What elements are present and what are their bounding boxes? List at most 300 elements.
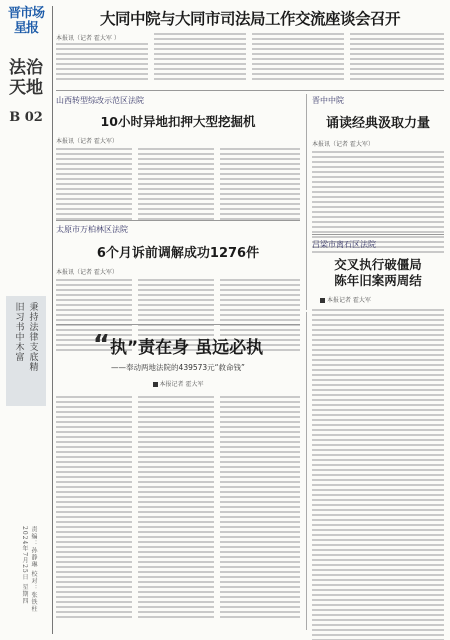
- body-text-line: [350, 78, 444, 80]
- body-text-line: [220, 551, 300, 553]
- body-text-line: [56, 396, 132, 398]
- article-4-byline-text: 本报记者 霍大军: [327, 297, 371, 304]
- body-text-line: [220, 188, 300, 190]
- body-text-line: [56, 566, 132, 568]
- body-text-line: [56, 153, 132, 155]
- body-text-line: [312, 196, 444, 198]
- body-text-line: [220, 416, 300, 418]
- body-text-line: [56, 481, 132, 483]
- body-text-line: [56, 446, 132, 448]
- body-text-line: [220, 531, 300, 533]
- body-text-line: [138, 486, 214, 488]
- article-4-kicker: 吕梁市离石区法院: [312, 240, 376, 249]
- body-text-line: [56, 421, 132, 423]
- article-2-title: 6个月诉前调解成功1276件: [96, 246, 260, 261]
- body-text-line: [56, 198, 132, 200]
- feature-subtitle: ——奉动两地法院的439573元“救命钱”: [111, 363, 245, 372]
- body-text-line: [138, 279, 214, 281]
- body-text-line: [220, 456, 300, 458]
- body-text-line: [312, 529, 444, 531]
- body-text-line: [138, 586, 214, 588]
- body-text-line: [312, 579, 444, 581]
- feature-article: [56, 328, 300, 636]
- body-text-line: [138, 319, 214, 321]
- body-text-line: [220, 153, 300, 155]
- article-1: [56, 95, 300, 228]
- body-text-line: [312, 499, 444, 501]
- body-text-line: [312, 434, 444, 436]
- body-text-line: [312, 599, 444, 601]
- body-text-line: [220, 561, 300, 563]
- body-text-line: [56, 616, 132, 618]
- body-text-line: [252, 73, 344, 75]
- body-text-line: [56, 501, 132, 503]
- lead-column-2: [154, 33, 246, 80]
- body-text-line: [154, 53, 246, 55]
- body-text-line: [56, 586, 132, 588]
- body-text-line: [252, 78, 344, 80]
- body-text-line: [56, 279, 132, 281]
- article-4-byline: [312, 295, 444, 304]
- body-text-line: [138, 203, 214, 205]
- article-4-title-line-2: 陈年旧案两周结: [334, 273, 422, 288]
- body-text-line: [312, 191, 444, 193]
- body-text-line: [350, 63, 444, 65]
- body-text-line: [312, 439, 444, 441]
- body-text-line: [220, 516, 300, 518]
- body-text-line: [138, 521, 214, 523]
- body-text-line: [312, 344, 444, 346]
- body-text-line: [220, 581, 300, 583]
- body-text-line: [138, 198, 214, 200]
- body-text-line: [138, 481, 214, 483]
- article-3-body: [312, 151, 444, 253]
- body-text-line: [154, 73, 246, 75]
- body-text-line: [312, 369, 444, 371]
- article-4-body: [312, 309, 444, 640]
- body-text-line: [312, 504, 444, 506]
- body-text-line: [312, 216, 444, 218]
- body-text-line: [56, 536, 132, 538]
- body-text-line: [220, 601, 300, 603]
- body-text-line: [220, 421, 300, 423]
- body-text-line: [154, 33, 246, 35]
- body-text-line: [138, 289, 214, 291]
- article-3-title: 诵读经典汲取力量: [325, 116, 430, 131]
- body-text-line: [56, 73, 148, 75]
- body-text-line: [350, 73, 444, 75]
- body-text-line: [220, 208, 300, 210]
- body-text-line: [350, 33, 444, 35]
- body-text-line: [138, 178, 214, 180]
- body-text-line: [56, 441, 132, 443]
- body-text-line: [56, 309, 132, 311]
- body-text-line: [56, 456, 132, 458]
- body-text-line: [220, 314, 300, 316]
- article-1-byline: 本报讯（记者 霍大军）: [56, 138, 118, 145]
- body-text-line: [312, 384, 444, 386]
- motto-line-2: 旧习书中木富: [13, 302, 24, 362]
- body-text-line: [220, 304, 300, 306]
- body-text-line: [56, 213, 132, 215]
- body-text-line: [220, 294, 300, 296]
- article-4-column-divider: [306, 312, 307, 630]
- body-text-line: [138, 561, 214, 563]
- article-2-divider: [56, 220, 300, 221]
- body-text-line: [56, 521, 132, 523]
- body-text-line: [220, 616, 300, 618]
- body-text-line: [312, 589, 444, 591]
- body-text-line: [56, 284, 132, 286]
- body-text-line: [312, 394, 444, 396]
- body-text-line: [312, 389, 444, 391]
- body-text-line: [56, 606, 132, 608]
- body-text-line: [312, 319, 444, 321]
- body-text-line: [154, 58, 246, 60]
- body-text-line: [56, 319, 132, 321]
- body-text-line: [138, 511, 214, 513]
- body-text-line: [312, 484, 444, 486]
- body-text-line: [138, 309, 214, 311]
- body-text-line: [220, 436, 300, 438]
- body-text-line: [220, 401, 300, 403]
- body-text-line: [220, 476, 300, 478]
- body-text-line: [56, 546, 132, 548]
- body-text-line: [312, 201, 444, 203]
- column-divider: [52, 6, 53, 634]
- body-text-line: [138, 446, 214, 448]
- article-3: [312, 95, 444, 253]
- body-text-line: [312, 569, 444, 571]
- body-text-line: [220, 486, 300, 488]
- masthead: 晋市场星报: [7, 6, 44, 36]
- body-text-line: [138, 411, 214, 413]
- body-text-line: [56, 556, 132, 558]
- body-text-line: [138, 571, 214, 573]
- body-text-line: [56, 511, 132, 513]
- feature-byline-text: 本报记者 霍大军: [159, 381, 204, 388]
- body-text-line: [312, 634, 444, 636]
- body-text-line: [312, 479, 444, 481]
- body-text-line: [312, 524, 444, 526]
- body-text-line: [138, 581, 214, 583]
- body-text-line: [56, 63, 148, 65]
- body-text-line: [138, 506, 214, 508]
- body-text-line: [312, 469, 444, 471]
- body-text-line: [56, 203, 132, 205]
- body-text-line: [56, 406, 132, 408]
- body-text-line: [220, 168, 300, 170]
- body-text-line: [312, 161, 444, 163]
- body-text-line: [312, 236, 444, 238]
- body-text-line: [220, 556, 300, 558]
- body-text-line: [56, 451, 132, 453]
- body-text-line: [138, 173, 214, 175]
- body-text-line: [312, 574, 444, 576]
- page-number: B 02: [9, 110, 43, 125]
- body-text-line: [312, 409, 444, 411]
- body-text-line: [56, 193, 132, 195]
- lead-byline: 本报讯（记者 霍大军 ）: [56, 35, 120, 42]
- body-text-line: [138, 501, 214, 503]
- body-text-line: [138, 456, 214, 458]
- body-text-line: [312, 549, 444, 551]
- lead-title: 大同中院与大同市司法局工作交流座谈会召开: [99, 10, 400, 28]
- body-text-line: [56, 183, 132, 185]
- body-text-line: [220, 446, 300, 448]
- body-text-line: [220, 596, 300, 598]
- body-text-line: [220, 284, 300, 286]
- article-1-kicker: 山西转型综改示范区法院: [56, 96, 144, 105]
- body-text-line: [312, 609, 444, 611]
- body-text-line: [138, 461, 214, 463]
- body-text-line: [312, 534, 444, 536]
- body-text-line: [220, 193, 300, 195]
- body-text-line: [252, 58, 344, 60]
- body-text-line: [220, 198, 300, 200]
- body-text-line: [220, 566, 300, 568]
- body-text-line: [350, 53, 444, 55]
- body-text-line: [138, 616, 214, 618]
- body-text-line: [138, 148, 214, 150]
- body-text-line: [56, 411, 132, 413]
- body-text-line: [312, 329, 444, 331]
- body-text-line: [312, 554, 444, 556]
- body-text-line: [220, 203, 300, 205]
- body-text-line: [312, 334, 444, 336]
- body-text-line: [220, 576, 300, 578]
- body-text-line: [312, 156, 444, 158]
- body-text-line: [252, 68, 344, 70]
- motto-line-1: 秉持法律支底精: [27, 302, 38, 372]
- body-text-line: [312, 454, 444, 456]
- body-text-line: [312, 349, 444, 351]
- body-text-line: [312, 424, 444, 426]
- body-text-line: [312, 614, 444, 616]
- body-text-line: [312, 539, 444, 541]
- body-text-line: [138, 416, 214, 418]
- body-text-line: [154, 38, 246, 40]
- body-text-line: [312, 509, 444, 511]
- body-text-line: [138, 546, 214, 548]
- body-text-line: [56, 461, 132, 463]
- body-text-line: [56, 208, 132, 210]
- body-text-line: [138, 611, 214, 613]
- article-1-body: [56, 148, 300, 228]
- body-text-line: [312, 514, 444, 516]
- article-2-byline: 本报讯（记者 霍大军）: [56, 269, 118, 276]
- body-text-line: [154, 68, 246, 70]
- body-text-line: [312, 226, 444, 228]
- body-text-line: [138, 471, 214, 473]
- body-text-line: [220, 406, 300, 408]
- body-text-line: [312, 449, 444, 451]
- body-text-line: [220, 441, 300, 443]
- body-text-line: [138, 314, 214, 316]
- body-text-line: [56, 591, 132, 593]
- body-text-line: [154, 43, 246, 45]
- body-text-line: [138, 466, 214, 468]
- body-text-line: [312, 474, 444, 476]
- body-text-line: [220, 158, 300, 160]
- body-text-line: [350, 58, 444, 60]
- body-text-line: [220, 511, 300, 513]
- body-text-line: [252, 33, 344, 35]
- body-text-line: [138, 491, 214, 493]
- imprint: 责编：孙静琳 校对：张铁柱 2024年7月25日 星期四: [21, 526, 37, 613]
- body-text-line: [220, 148, 300, 150]
- body-text-line: [138, 213, 214, 215]
- body-text-line: [220, 213, 300, 215]
- body-text-line: [138, 531, 214, 533]
- body-text-line: [56, 289, 132, 291]
- body-text-line: [56, 53, 148, 55]
- body-text-line: [56, 506, 132, 508]
- body-text-line: [252, 63, 344, 65]
- body-text-line: [312, 519, 444, 521]
- body-text-line: [220, 309, 300, 311]
- body-text-line: [138, 596, 214, 598]
- body-text-line: [56, 476, 132, 478]
- body-text-line: [138, 421, 214, 423]
- article-4-title-line-1: 交叉执行破僵局: [334, 257, 422, 272]
- body-text-line: [56, 299, 132, 301]
- body-text-line: [220, 451, 300, 453]
- body-text-line: [138, 591, 214, 593]
- body-text-line: [138, 183, 214, 185]
- body-text-line: [138, 406, 214, 408]
- body-text-line: [138, 168, 214, 170]
- body-text-line: [138, 431, 214, 433]
- body-text-line: [138, 401, 214, 403]
- article-3-kicker: 晋中中院: [312, 96, 344, 105]
- body-text-line: [56, 596, 132, 598]
- body-text-line: [312, 544, 444, 546]
- body-text-line: [220, 289, 300, 291]
- body-text-line: [312, 464, 444, 466]
- body-text-line: [138, 188, 214, 190]
- body-text-line: [56, 43, 148, 45]
- body-text-line: [220, 501, 300, 503]
- body-text-line: [312, 559, 444, 561]
- body-text-line: [220, 411, 300, 413]
- body-text-line: [220, 526, 300, 528]
- body-text-line: [312, 314, 444, 316]
- body-text-line: [154, 48, 246, 50]
- body-text-line: [138, 556, 214, 558]
- body-text-line: [312, 359, 444, 361]
- body-text-line: [220, 183, 300, 185]
- body-text-line: [220, 521, 300, 523]
- body-text-line: [138, 496, 214, 498]
- body-text-line: [220, 279, 300, 281]
- lead-column-3: [252, 33, 344, 80]
- body-text-line: [312, 604, 444, 606]
- body-text-line: [350, 43, 444, 45]
- body-text-line: [312, 399, 444, 401]
- body-text-line: [56, 541, 132, 543]
- body-text-line: [138, 551, 214, 553]
- body-text-line: [312, 619, 444, 621]
- body-text-line: [138, 516, 214, 518]
- motto-box: [6, 296, 46, 406]
- body-text-line: [220, 466, 300, 468]
- body-text-line: [312, 339, 444, 341]
- body-text-line: [312, 629, 444, 631]
- body-text-line: [312, 231, 444, 233]
- body-text-line: [138, 426, 214, 428]
- body-text-line: [252, 48, 344, 50]
- body-text-line: [220, 173, 300, 175]
- article-1-title: 10小时异地扣押大型挖掘机: [100, 114, 256, 129]
- body-text-line: [312, 564, 444, 566]
- body-text-line: [220, 481, 300, 483]
- lead-column-1: [56, 43, 148, 80]
- body-text-line: [312, 459, 444, 461]
- body-text-line: [312, 489, 444, 491]
- body-text-line: [252, 53, 344, 55]
- body-text-line: [138, 304, 214, 306]
- body-text-line: [138, 476, 214, 478]
- body-text-line: [56, 491, 132, 493]
- feature-byline: [56, 379, 300, 388]
- lead-divider: [56, 90, 444, 91]
- body-text-line: [312, 374, 444, 376]
- body-text-line: [312, 324, 444, 326]
- body-text-line: [220, 299, 300, 301]
- body-text-line: [138, 536, 214, 538]
- body-text-line: [56, 58, 148, 60]
- body-text-line: [56, 401, 132, 403]
- body-text-line: [56, 314, 132, 316]
- body-text-line: [220, 396, 300, 398]
- body-text-line: [138, 441, 214, 443]
- body-text-line: [312, 419, 444, 421]
- body-text-line: [312, 594, 444, 596]
- body-text-line: [220, 431, 300, 433]
- left-column: [6, 6, 46, 634]
- body-text-line: [312, 364, 444, 366]
- body-text-line: [220, 163, 300, 165]
- body-text-line: [138, 541, 214, 543]
- body-text-line: [312, 186, 444, 188]
- body-text-line: [138, 526, 214, 528]
- body-text-line: [220, 606, 300, 608]
- feature-title-text: 执”责在身 虽远必执: [110, 338, 264, 358]
- body-text-line: [350, 48, 444, 50]
- feature-divider: [56, 324, 300, 325]
- body-text-line: [56, 581, 132, 583]
- body-text-line: [56, 561, 132, 563]
- body-text-line: [56, 173, 132, 175]
- body-text-line: [138, 294, 214, 296]
- body-text-line: [56, 471, 132, 473]
- body-text-line: [56, 576, 132, 578]
- body-text-line: [56, 496, 132, 498]
- body-text-line: [56, 526, 132, 528]
- body-text-line: [56, 601, 132, 603]
- content-area: [56, 6, 444, 634]
- lead-body: [56, 33, 444, 83]
- body-text-line: [56, 163, 132, 165]
- body-text-line: [138, 566, 214, 568]
- body-text-line: [138, 436, 214, 438]
- body-text-line: [312, 379, 444, 381]
- body-text-line: [220, 471, 300, 473]
- body-text-line: [220, 496, 300, 498]
- article-3-byline: 本报讯（记者 霍大军）: [312, 141, 374, 148]
- body-text-line: [138, 396, 214, 398]
